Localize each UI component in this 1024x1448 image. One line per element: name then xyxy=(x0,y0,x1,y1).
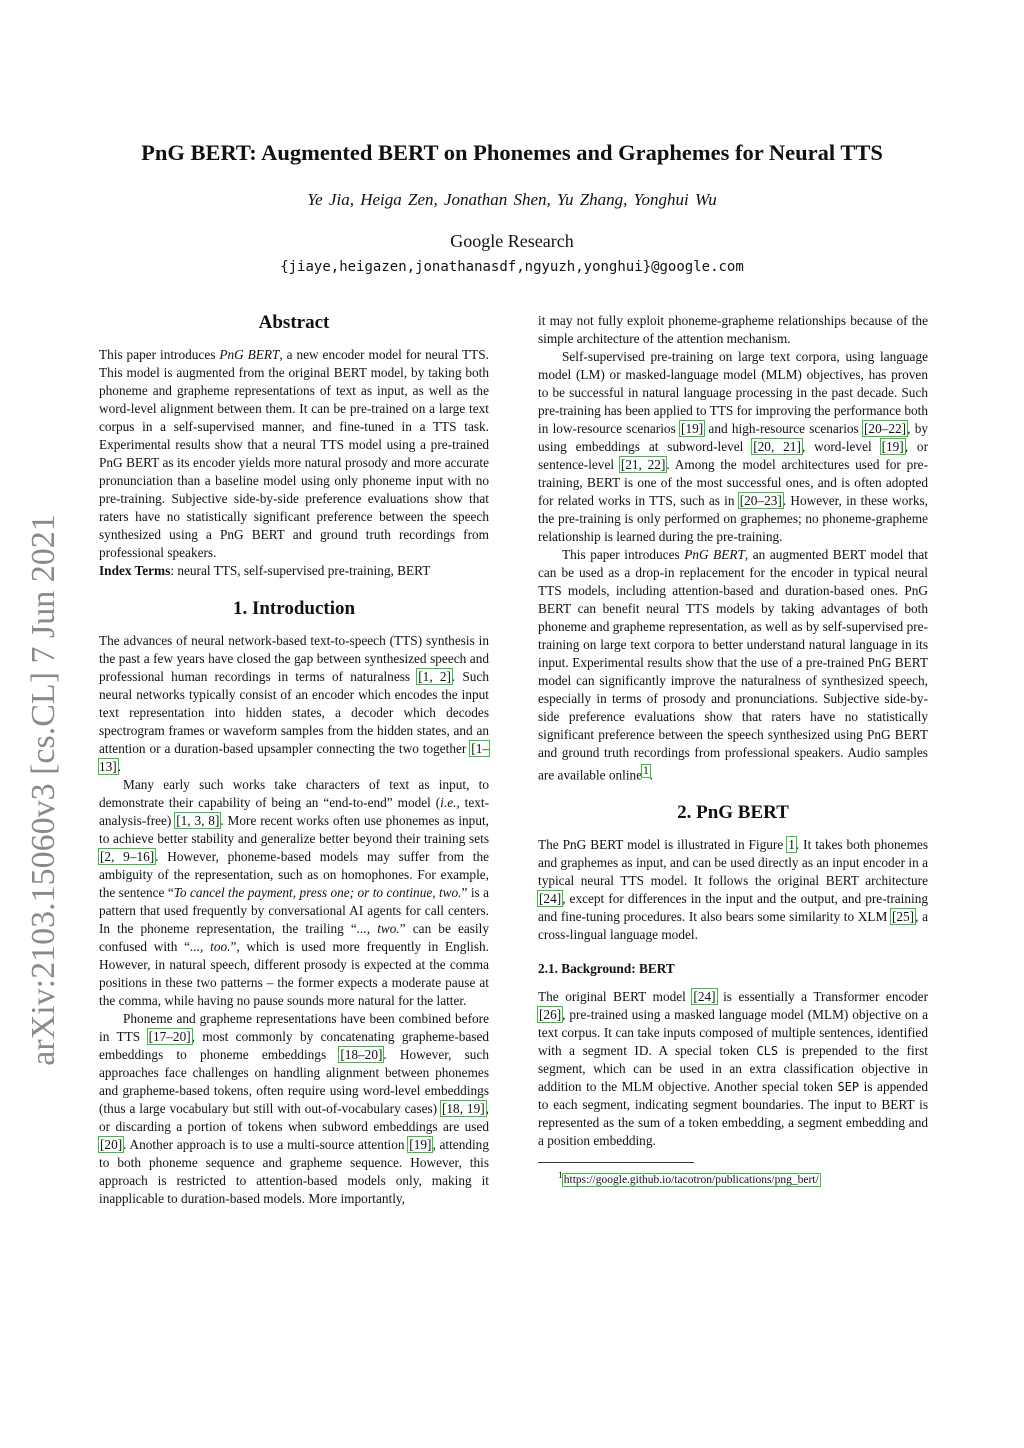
paper-title: PnG BERT: Augmented BERT on Phonemes and Graphemes for Neural TTS xyxy=(141,140,883,165)
citation-link[interactable]: [20] xyxy=(100,1137,123,1152)
intro-paragraph-3: Phoneme and grapheme representations have been combined before in TTS [17–20], most commonly by concatenating grapheme-based embeddings to phoneme embeddings [18–20]. However, such approaches face challenges on handling alignment between phonemes and grapheme-based tokens, often require using word-level embeddings (thus a large vocabulary but still with out-of-vocabulary cases) [18, 19], or discarding a portion of tokens when subword embeddings are used [20]. Another approach is to use a multi-source attention [19], attending to both phoneme sequence and grapheme sequence. However, this approach is restricted to attention-based models only, making it inapplicable to duration-based models. More importantly, xyxy=(99,1011,490,1206)
sep-token: SEP xyxy=(837,1080,860,1095)
citation-link[interactable]: [1, 3, 8] xyxy=(176,813,220,828)
citation-link[interactable]: [21, 22] xyxy=(620,457,666,472)
citation-link[interactable]: [24] xyxy=(539,891,562,907)
citation-link[interactable]: [19] xyxy=(881,439,904,454)
right-column xyxy=(538,312,928,1187)
citation-link[interactable]: [26] xyxy=(539,1007,562,1023)
background-bert-heading: 2.1. Background: BERT xyxy=(538,961,675,977)
citation-link[interactable]: [20–22] xyxy=(864,421,907,436)
footnote-rule xyxy=(538,1162,694,1163)
index-terms: Index Terms: neural TTS, self-supervised pre-training, BERT xyxy=(99,563,431,578)
citation-link[interactable]: [19] xyxy=(681,421,704,436)
affiliation: Google Research xyxy=(450,231,574,251)
left-column xyxy=(99,312,489,1208)
citation-link[interactable]: [18, 19] xyxy=(441,1101,485,1116)
citation-link[interactable]: [20, 21] xyxy=(753,439,801,454)
citation-link[interactable]: [20–23] xyxy=(739,493,782,508)
citation-link[interactable]: [1–13] xyxy=(99,741,489,774)
background-paragraph: The original BERT model [24] is essentially a Transformer encoder [26], pre-trained using a masked language model (MLM) objective on a text corpus. It can take inputs composed of multiple sentences, identified with a segment ID. A special token CLS is prepended to the first segment, which can be used in an extra classification objective in addition to the MLM objective. Another special token SEP is appended to each segment, indicating segment boundaries. The input to BERT is represented as the sum of a token embedding, a segment embedding and a position embedding. xyxy=(538,989,928,1149)
author-emails: {jiaye,heigazen,jonathanasdf,ngyuzh,yonghui}@google.com xyxy=(280,259,744,275)
footnote-mark: 1 xyxy=(558,1170,563,1182)
png-bert-heading: 2. PnG BERT xyxy=(677,802,789,824)
arxiv-identifier: arXiv:2103.15060v3 [cs.CL] 7 Jun 2021 xyxy=(25,514,62,1066)
cls-token: CLS xyxy=(756,1044,779,1059)
abstract-heading: Abstract xyxy=(258,312,330,333)
figure-link[interactable]: 1 xyxy=(788,837,795,853)
footnote-url-link[interactable]: https://google.github.io/tacotron/publications/png_bert/ xyxy=(563,1174,819,1187)
citation-link[interactable]: [17–20] xyxy=(148,1029,191,1044)
intro-paragraph-1: The advances of neural network-based text-to-speech (TTS) synthesis in the past a few years have closed the gap between synthesized speech and professional human recordings in terms of naturalness [1, 2]. Such neural networks typically consist of an encoder which encodes the input text representation into hidden states, a decoder which decodes spectrogram frames or waveform samples from the hidden states, and an attention or a duration-based upsampler connecting the two together [1–13]. xyxy=(99,633,489,774)
citation-link[interactable]: [2, 9–16] xyxy=(100,849,155,864)
citation-link[interactable]: [24] xyxy=(693,989,716,1005)
intro-paragraph-5: Self-supervised pre-training on large text corpora, using language model (LM) or masked-language model (MLM) objectives, has proven to be successful in natural language processing in the past decade. Such pre-training has been applied to TTS for improving the performance both in low-resource scenarios [19] and high-resource scenarios [20–22], by using embeddings at subword-level [20, 21], word-level [19], or sentence-level [21, 22]. Among the model architectures used for pre-training, BERT is one of the most successful ones, and is often adopted for related works in TTS, such as in [20–23]. However, in these works, the pre-training is only performed on graphemes; no phoneme-grapheme relationship is learned during the pre-training. xyxy=(538,349,928,544)
citation-link[interactable]: [1, 2] xyxy=(418,669,451,684)
arxiv-sidebar xyxy=(14,470,74,1110)
citation-link[interactable]: [19] xyxy=(409,1137,432,1152)
intro-paragraph-4: it may not fully exploit phoneme-grapheme relationships because of the simple architecture of the attention mechanism. xyxy=(538,313,928,346)
intro-paragraph-6: This paper introduces PnG BERT, an augmented BERT model that can be used as a drop-in replacement for the encoder in typical neural TTS models, including attention-based and duration-based ones. PnG BERT can benefit neural TTS models by taking advantages of both phoneme and grapheme representation, as well as by self-supervised pre-training on large text corpora to better understand natural language in its input. Experimental results show that the use of a pre-trained PnG BERT model can significantly improve the naturalness of synthesized speech, especially in terms of prosody and pronunciations. Subjective side-by-side preference evaluations show that raters have no statistically significant preference between the speech synthesized using PnG BERT and ground truth recordings from professional speakers. Audio samples are available online$^1$. xyxy=(538,547,928,783)
png-bert-paragraph-1: The PnG BERT model is illustrated in Figure 1. It takes both phonemes and graphemes as input, and can be used directly as an input encoder in a typical neural TTS model. It follows the original BERT architecture [24], except for differences in the input and the output, and pre-training and fine-tuning procedures. It also bears some similarity to XLM [25], a cross-lingual language model. xyxy=(538,837,928,943)
footnote-link[interactable]: 1 xyxy=(643,765,649,777)
citation-link[interactable]: [18–20] xyxy=(340,1047,383,1062)
intro-paragraph-2: Many early such works take characters of text as input, to demonstrate their capability of being an “end-to-end” model (i.e., text-analysis-free) [1, 3, 8]. More recent works often use phonemes as input, to achieve better stability and generalize better beyond their training sets [2, 9–16]. However, phoneme-based models may suffer from the ambiguity of the representation, such as on homophones. For example, the sentence “To cancel the payment, press one; or to continue, two.” is a pattern that used frequently by conversational AI agents for call centers. In the phoneme representation, the trailing “..., two.” can be easily confused with “..., too.”, which is used more frequently in English. However, in natural speech, different prosody is expected at the comma positions in these two patterns – the former expects a moderate pause at the comma, while having no pause sounds more natural for the latter. xyxy=(99,777,490,1008)
author-list: Ye Jia, Heiga Zen, Jonathan Shen, Yu Zhang, Yonghui Wu xyxy=(307,190,717,209)
citation-link[interactable]: [25] xyxy=(891,909,915,925)
introduction-heading: 1. Introduction xyxy=(232,598,356,619)
abstract-paragraph: This paper introduces PnG BERT, a new encoder model for neural TTS. This model is augmented from the original BERT model, by taking both phoneme and grapheme representations of text as input, as well as the word-level alignment between them. It can be pre-trained on a large text corpus in a self-supervised manner, and fine-tuned in a TTS task. Experimental results show that a neural TTS model using a pre-trained PnG BERT as its encoder yields more natural prosody and more accurate pronunciation than a baseline model using only phoneme input with no pre-training. Subjective side-by-side preference evaluations show that raters have no statistically significant preference between the speech synthesized using a PnG BERT and ground truth recordings from professional speakers. xyxy=(99,347,489,560)
footnote xyxy=(538,1169,928,1187)
